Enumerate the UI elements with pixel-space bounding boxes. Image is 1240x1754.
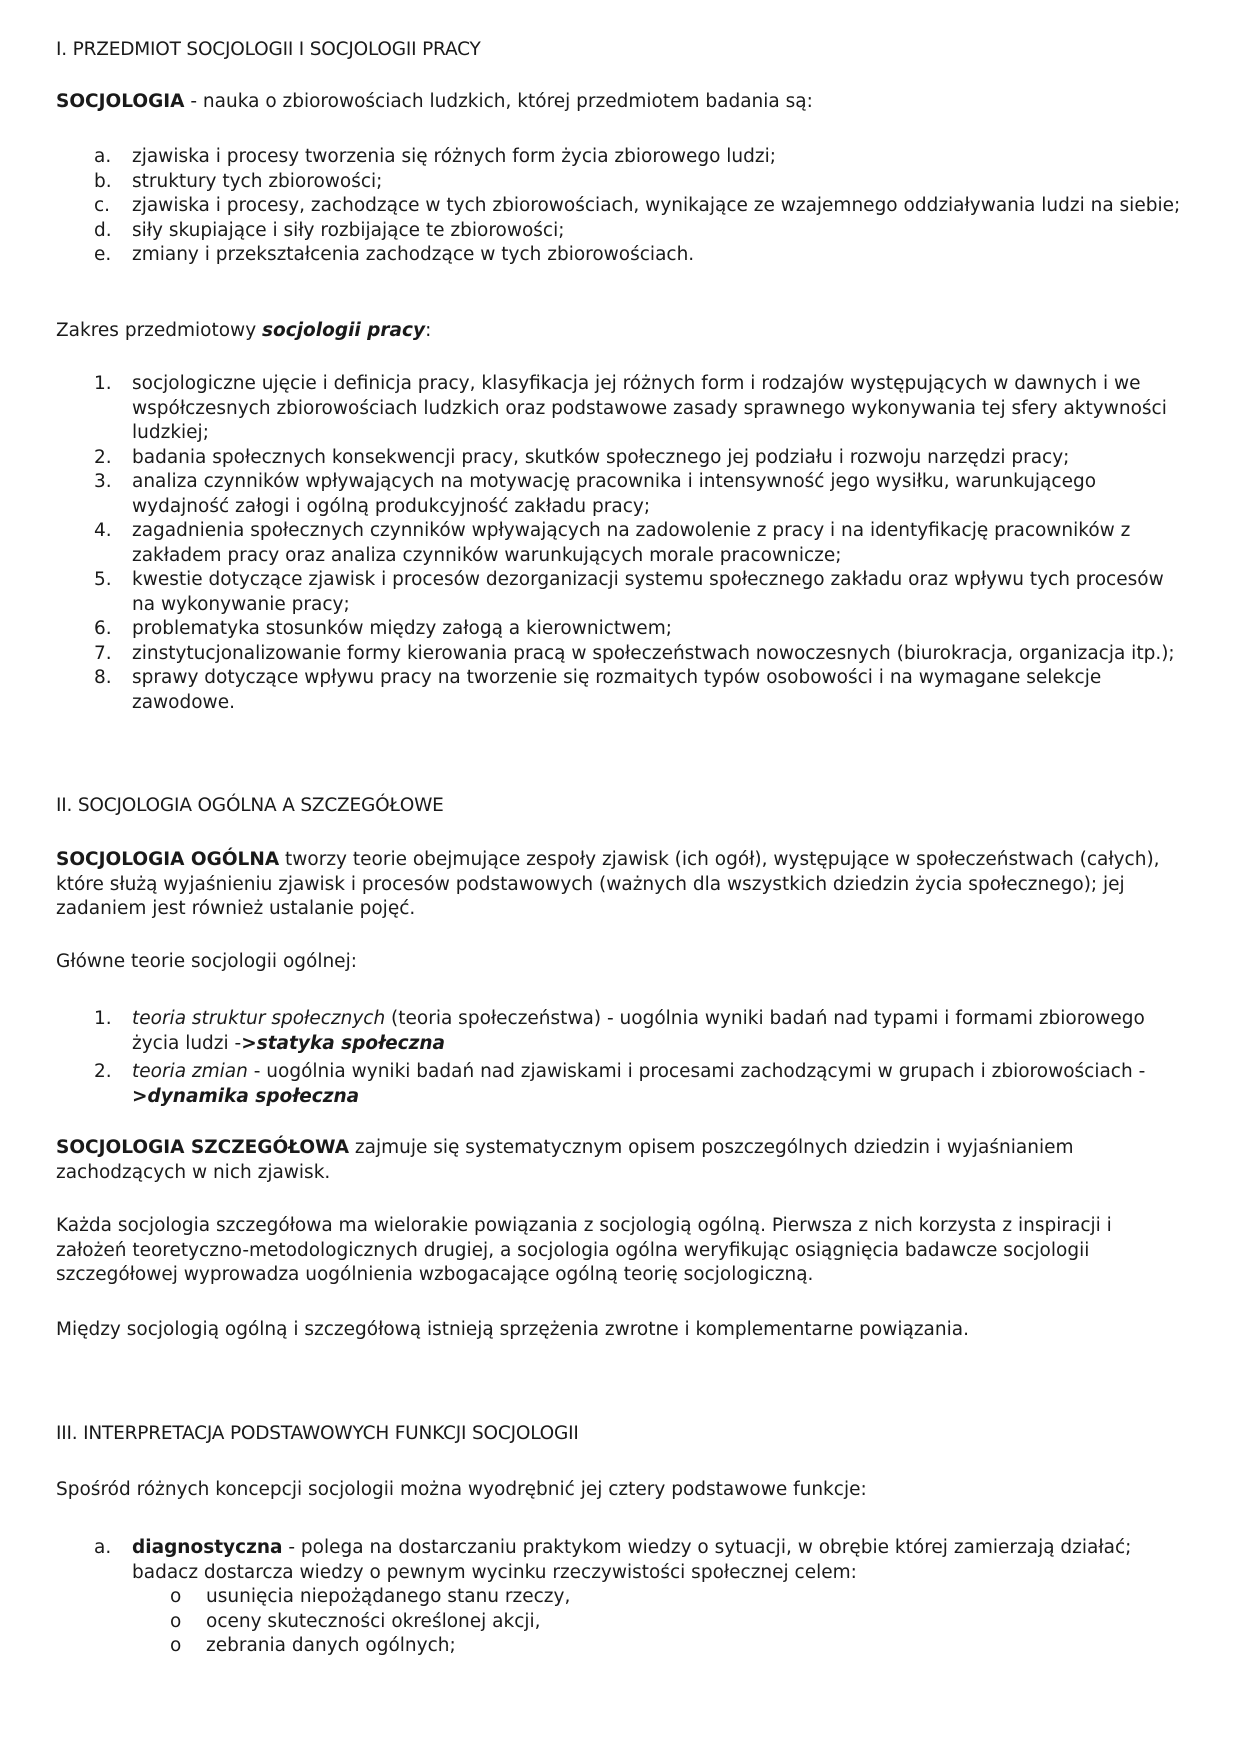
theory-result: >statyka społeczna [241,1032,446,1054]
sublist-marker: o [170,1635,182,1656]
function-text: - polega na dostarczaniu praktykom wiedzy o sytuacji, w obrębie której zamierzają działać; badacz dostarcza wiedzy o pewnym wycinku rzeczywistości społecznej celem: [132,1537,1132,1583]
theory-term: teoria struktur społecznych [132,1008,386,1029]
list-item-text: zjawiska i procesy tworzenia się różnych form życia zbiorowego ludzi; [132,146,776,167]
socjologia-subjects-list [56,145,1186,268]
miedzy-socjologia-paragraph: Między socjologią ogólną i szczegółową istnieją sprzężenia zwrotne i komplementarne powiązania. [56,1319,969,1340]
list-marker: 1. [94,373,112,394]
list-marker: 1. [94,1008,112,1029]
theories-list [56,1007,1186,1109]
list-item-text: zmiany i przekształcenia zachodzące w tych zbiorowościach. [132,244,695,265]
sublist-marker: o [170,1586,182,1607]
sublist-item-text: oceny skuteczności określonej akcji, [206,1610,541,1632]
list-marker: a. [94,1537,112,1558]
zakres-list [56,372,1186,715]
list-marker: 4. [94,520,112,541]
kazda-socjologia-paragraph: Każda socjologia szczegółowa ma wielorakie powiązania z socjologią ogólną. Pierwsza z nich korzysta z inspiracji i założeń teoretyczno-metodologicznych drugiej, a socjologia ogólna weryfikując osiągnięcia badawcze socjologii szczegółowej wyprowadza uogólnienia wzbogacające ogólną teorię socjologiczną. [56,1215,1112,1285]
theory-text: (teoria społeczeństwa) - uogólnia wyniki badań nad typami i formami zbiorowego życia ludzi - [132,1008,1145,1054]
list-item [56,170,1186,195]
list-marker: b. [94,170,112,192]
list-item-text: problematyka stosunków między załogą a kierownictwem; [132,618,672,639]
list-marker: 2. [94,446,112,468]
list-item [56,519,1186,568]
list-item [56,666,1186,715]
socjologia-ogolna-text: tworzy teorie obejmujące zespoły zjawisk (ich ogół), występujące w społeczeństwach (całych), które służą wyjaśnieniu zjawisk i procesów podstawowych (ważnych dla wszystkich dziedzin życia społecznego); jej zadaniem jest również ustalanie pojęć. [56,849,1160,919]
functions-sublist [56,1585,1186,1659]
list-item [56,219,1186,244]
list-marker: c. [94,195,111,216]
list-item [56,642,1186,667]
functions-intro: Spośród różnych koncepcji socjologii można wyodrębnić jej cztery podstawowe funkcje: [56,1479,867,1500]
theory-result: >dynamika społeczna [132,1085,360,1107]
socjologia-term: SOCJOLOGIA [56,91,185,112]
zakres-prefix: Zakres przedmiotowy [56,320,263,341]
theory-text: - uogólnia wyniki badań nad zjawiskami i procesami zachodzącymi w grupach i zbiorowościach - [247,1061,1146,1082]
section-1-heading: I. PRZEDMIOT SOCJOLOGII I SOCJOLOGII PRACY [56,39,481,60]
list-item-text: zinstytucjonalizowanie formy kierowania pracą w społeczeństwach nowoczesnych (biurokracja, organizacja itp.); [132,642,1175,664]
list-marker: 7. [94,642,112,664]
socjologia-definition-text: - nauka o zbiorowościach ludzkich, której przedmiotem badania są: [184,91,813,112]
list-item [56,470,1186,519]
zakres-term: socjologii pracy [262,320,426,341]
functions-list [56,1536,1186,1585]
list-item [56,194,1186,219]
list-item-text: struktury tych zbiorowości; [132,170,383,192]
list-marker: 5. [94,569,112,590]
sublist-item [56,1610,1186,1635]
list-item [56,1007,1186,1056]
list-marker: d. [94,219,112,241]
list-item [56,145,1186,170]
list-item-text: siły skupiające i siły rozbijające te zbiorowości; [132,219,565,241]
sublist-item [56,1634,1186,1659]
list-marker: 6. [94,618,112,639]
list-item-text: zagadnienia społecznych czynników wpływających na zadowolenie z pracy i na identyfikację pracowników z zakładem pracy oraz analiza czynników warunkujących morale pracownicze; [132,520,1131,566]
zakres-intro [56,319,1186,344]
sublist-item-text: zebrania danych ogólnych; [206,1635,456,1656]
socjologia-szczegolowa-text: zajmuje się systematycznym opisem poszczególnych dziedzin i wyjaśnianiem zachodzących w nich zjawisk. [56,1137,1074,1183]
theory-term: teoria zmian [132,1061,248,1082]
list-item-text: socjologiczne ujęcie i definicja pracy, klasyfikacja jej różnych form i rodzajów występujących w dawnych i we współczesnych zbiorowościach ludzkich oraz podstawowe zasady sprawnego wykonywania tej sfery aktywności ludzkiej; [132,373,1167,443]
function-term: diagnostyczna [132,1537,283,1558]
socjologia-definition [56,90,1186,115]
glowne-teorie-label: Główne teorie socjologii ogólnej: [56,951,357,972]
list-marker: 8. [94,667,112,688]
list-marker: 3. [94,471,112,492]
list-item [56,446,1186,471]
socjologia-szczegolowa-term: SOCJOLOGIA SZCZEGÓŁOWA [56,1137,350,1158]
list-item-text: zjawiska i procesy, zachodzące w tych zbiorowościach, wynikające ze wzajemnego oddziaływania ludzi na siebie; [132,195,1181,216]
section-3-heading: III. INTERPRETACJA PODSTAWOWYCH FUNKCJI SOCJOLOGII [56,1423,579,1444]
list-marker: a. [94,146,112,167]
list-item-text: analiza czynników wpływających na motywację pracownika i intensywność jego wysiłku, warunkującego wydajność załogi i ogólną produkcyjność zakładu pracy; [132,471,1097,517]
list-item [56,1536,1186,1585]
list-item [56,243,1186,268]
sublist-item-text: usunięcia niepożądanego stanu rzeczy, [206,1586,571,1607]
list-item [56,568,1186,617]
list-marker: e. [94,244,112,265]
socjologia-ogolna-paragraph [56,848,1186,922]
list-item-text: badania społecznych konsekwencji pracy, skutków społecznego jej podziału i rozwoju narzędzi pracy; [132,446,1070,468]
list-item [56,617,1186,642]
sublist-marker: o [170,1610,182,1632]
list-marker: 2. [94,1061,112,1082]
socjologia-szczegolowa-paragraph [56,1136,1186,1185]
socjologia-ogolna-term: SOCJOLOGIA OGÓLNA [56,849,280,870]
list-item [56,1060,1186,1109]
zakres-suffix: : [425,320,432,341]
list-item-text: sprawy dotyczące wpływu pracy na tworzenie się rozmaitych typów osobowości i na wymagane selekcje zawodowe. [132,667,1102,713]
section-2-heading: II. SOCJOLOGIA OGÓLNA A SZCZEGÓŁOWE [56,795,444,816]
list-item [56,372,1186,446]
sublist-item [56,1585,1186,1610]
list-item-text: kwestie dotyczące zjawisk i procesów dezorganizacji systemu społecznego zakładu oraz wpływu tych procesów na wykonywanie pracy; [132,569,1164,615]
